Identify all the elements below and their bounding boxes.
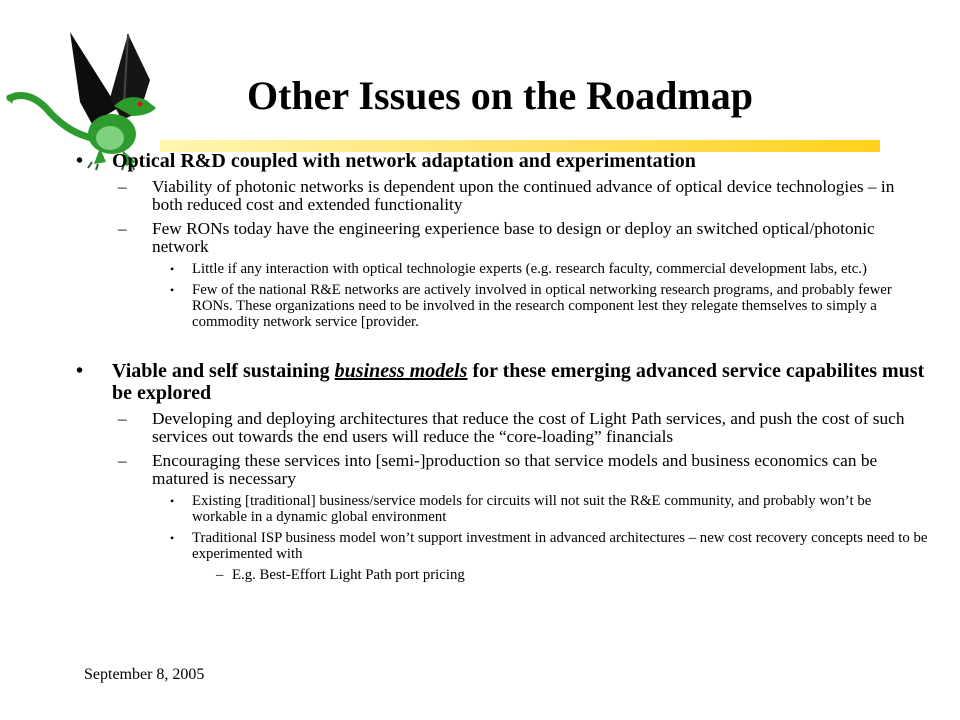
example-bullet-text: E.g. Best-Effort Light Path port pricing <box>232 567 465 583</box>
business-models-emphasis: business models <box>334 360 468 382</box>
detail-bullet-existing-models <box>72 493 928 525</box>
sub-bullet-few-rons <box>72 220 928 256</box>
sub-bullet-viability <box>72 178 928 214</box>
dragon-icon <box>0 12 172 172</box>
dash-marker: – <box>118 451 127 470</box>
sub-bullet-developing <box>72 410 928 446</box>
example-bullet-pricing <box>72 567 928 583</box>
slide-title: Other Issues on the Roadmap <box>247 73 753 118</box>
slide-body <box>72 150 928 583</box>
sub-bullet-text: Developing and deploying architectures that reduce the cost of Light Path services, and push the cost of such services out towards the end users will reduce the “core-loading” financials <box>152 409 905 446</box>
bullet-text: Optical R&D coupled with network adaptation and experimentation <box>112 150 696 172</box>
sub-bullet-encouraging <box>72 452 928 488</box>
detail-bullet-text: Little if any interaction with optical technologie experts (e.g. research faculty, commercial development labs, etc.) <box>192 261 867 277</box>
detail-bullet-isp-model <box>72 530 928 562</box>
detail-bullet-interaction <box>72 261 928 277</box>
dash-marker: – <box>118 219 127 238</box>
bullet-text-post: for these emerging advanced service capabilites must be explored <box>112 360 925 404</box>
sub-bullet-text: Viability of photonic networks is dependent upon the continued advance of optical device technologies – in both reduced cost and extended functionality <box>152 177 895 214</box>
sub-bullet-text: Encouraging these services into [semi-]production so that service models and business economics can be matured is necessary <box>152 451 878 488</box>
footer-date: September 8, 2005 <box>84 666 205 683</box>
dash-marker: – <box>216 567 224 583</box>
bullet-marker: • <box>170 283 175 297</box>
bullet-marker: • <box>170 531 175 545</box>
detail-bullet-text: Existing [traditional] business/service models for circuits will not suit the R&E community, and probably won’t be workable in a dynamic global environment <box>192 493 872 525</box>
bullet-business-models <box>72 360 928 404</box>
sub-bullet-text: Few RONs today have the engineering experience base to design or deploy an switched optical/photonic network <box>152 219 875 256</box>
detail-bullet-national-networks <box>72 282 928 330</box>
bullet-optical-rd <box>72 150 928 172</box>
detail-bullet-text: Few of the national R&E networks are actively involved in optical networking research programs, and probably fewer RONs. These organizations need to be involved in the research component lest they relegate themselves to simply a commodity network service [provider. <box>192 282 892 330</box>
bullet-marker: • <box>76 150 84 172</box>
bullet-marker: • <box>170 262 175 276</box>
dash-marker: – <box>118 409 127 428</box>
bullet-text-pre: Viable and self sustaining <box>112 360 335 382</box>
detail-bullet-text: Traditional ISP business model won’t support investment in advanced architectures – new cost recovery concepts need to be experimented with <box>192 530 928 562</box>
dash-marker: – <box>118 177 127 196</box>
bullet-marker: • <box>76 360 84 382</box>
bullet-marker: • <box>170 494 175 508</box>
